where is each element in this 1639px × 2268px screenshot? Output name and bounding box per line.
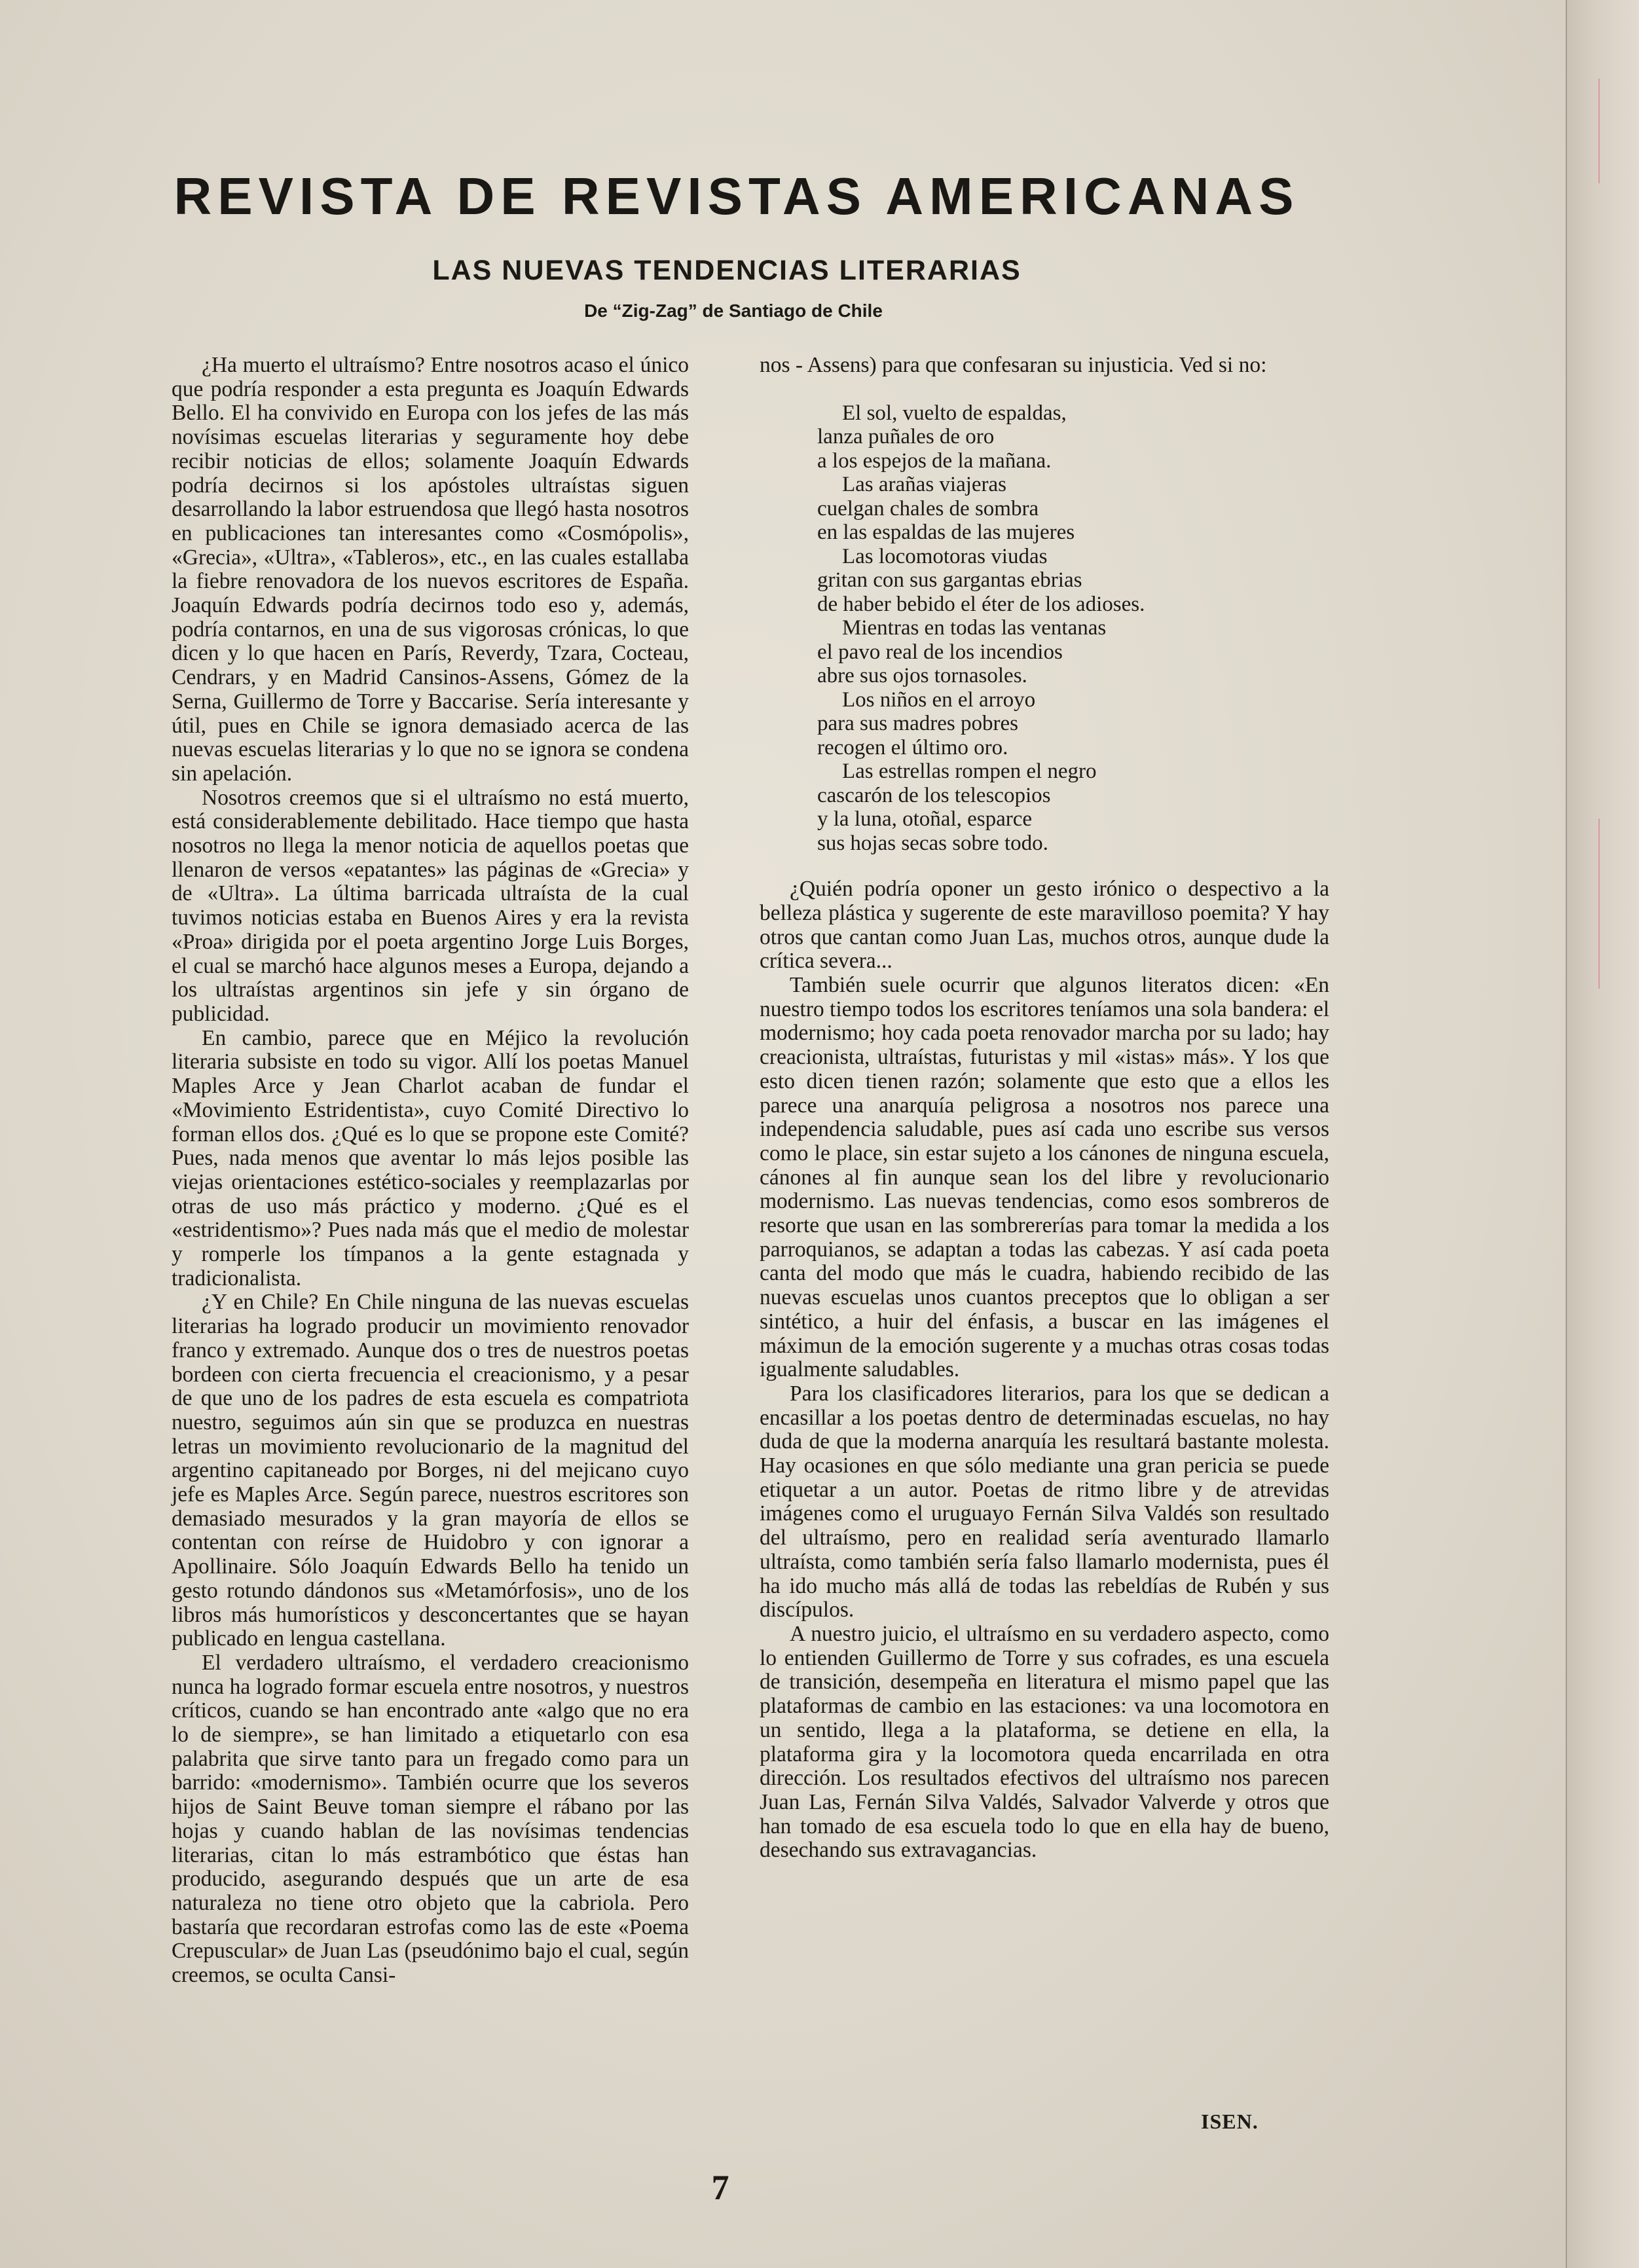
poem-line: lanza puñales de oro	[817, 425, 995, 449]
paragraph: A nuestro juicio, el ultraísmo en su verdadero aspecto, como lo entienden Guillermo de Torre y sus cofrades, es una escuela de transición, desempeña en literatura el mismo papel que las plataformas de cambio en las estaciones: va una locomotora en un sentido, llega a la plataforma, se detiene en ella, la plataforma gira y la locomotora queda encarrilada en otra dirección. Los resultados efectivos del ultraísmo nos parecen Juan Las, Fernán Silva Valdés, Salvador Valverde y otros que han tomado de esa escuela todo lo que en ella hay de bueno, desechando sus extravagancias.	[760, 1622, 1329, 1863]
poem-line: para sus madres pobres	[817, 712, 1018, 736]
page-number: 7	[711, 2168, 729, 2207]
poem-line: sus hojas secas sobre todo.	[817, 831, 1048, 855]
page-edge	[1566, 0, 1639, 2268]
paragraph: ¿Ha muerto el ultraísmo? Entre nosotros acaso el único que podría responder a esta pregunta es Joaquín Edwards Bello. El ha convivido en Europa con los jefes de las más novísimas escuelas literarias y seguramente hoy debe recibir noticias de ellos; solamente Joaquín Edwards podría decirnos si los apóstoles ultraístas siguen desarrollando la labor estruendosa que llegó hasta nosotros en publicaciones tan interesantes como «Cosmópolis», «Grecia», «Ultra», «Tableros», etc., en las cuales estallaba la fiebre renovadora de los nuevos escritores de España. Joaquín Edwards podría decirnos todo eso y, además, podría contarnos, en una de sus vigorosas crónicas, lo que dicen y lo que hacen en París, Reverdy, Tzara, Cocteau, Cendrars, y en Madrid Cansinos-Assens, Gómez de la Serna, Guillermo de Torre y Baccarise. Sería interesante y útil, pues en Chile se ignora demasiado acerca de las nuevas escuelas literarias y lo que no se ignora se condena sin apelación.	[172, 353, 689, 786]
poem-line: Las arañas viajeras	[842, 473, 1007, 497]
poem-line: El sol, vuelto de espaldas,	[842, 401, 1067, 425]
margin-mark	[1598, 818, 1600, 989]
paragraph: Nosotros creemos que si el ultraísmo no está muerto, está considerablemente debilitado. Hace tiempo que hasta nosotros no llega la menor noticia de aquellos poetas que llenaron de versos «epatantes» las páginas de «Grecia» y de «Ultra». La última barricada ultraísta de la cual tuvimos noticias estaba en Buenos Aires y era la revista «Proa» dirigida por el poeta argentino Jorge Luis Borges, el cual se marchó hace algunos meses a Europa, dejando a los ultraístas argentinos sin jefe y sin órgano de publicidad.	[172, 785, 689, 1026]
paragraph: En cambio, parece que en Méjico la revolución literaria subsiste en todo su vigor. Allí los poetas Manuel Maples Arce y Jean Charlot acaban de fundar el «Movimiento Estridentista», cuyo Comité Directivo lo forman ellos dos. ¿Qué es lo que se propone este Comité? Pues, nada menos que aventar lo más lejos posible las viejas orientaciones estético-sociales y reemplazarlas por otras de uso más práctico y moderno. ¿Qué es el «estridentismo»? Pues nada más que el medio de molestar y romperle los tímpanos a la gente estagnada y tradicionalista.	[172, 1025, 689, 1290]
paragraph: ¿Quién podría oponer un gesto irónico o despectivo a la belleza plástica y sugerente de este maravilloso poemita? Y hay otros que cantan como Juan Las, muchos otros, aunque dude la crítica severa...	[760, 877, 1329, 974]
article-title: LAS NUEVAS TENDENCIAS LITERARIAS	[432, 255, 1022, 286]
poem-line: en las espaldas de las mujeres	[817, 521, 1075, 545]
poem-line: cuelgan chales de sombra	[817, 496, 1039, 521]
poem-line: cascarón de los telescopios	[817, 783, 1051, 807]
right-column	[760, 354, 1329, 1863]
paragraph: El verdadero ultraísmo, el verdadero creacionismo nunca ha logrado formar escuela entre nosotros, y nuestros críticos, cuando se han encontrado ante «algo que no era lo de siempre», se han limitado a etiquetarlo con esa palabrita que sirve tanto para un fregado como para un barrido: «modernismo». También ocurre que los severos hijos de Saint Beuve toman siempre el rábano por las hojas y cuando hablan de las novísimas tendencias literarias, citan lo más estrambótico que éstas han producido, asegurando después que un arte de esa naturaleza no tiene otro objeto que la cabriola. Pero bastaría que recordaran estrofas como las de este «Poema Crepuscular» de Juan Las (pseudónimo bajo el cual, según creemos, se oculta Cansi-	[172, 1650, 689, 1988]
poem-line: recogen el último oro.	[817, 735, 1008, 759]
poem-line: Los niños en el arroyo	[842, 687, 1036, 712]
left-column	[172, 354, 689, 1988]
poem	[817, 401, 1329, 856]
paragraph: ¿Y en Chile? En Chile ninguna de las nuevas escuelas literarias ha logrado producir un movimiento renovador franco y extremado. Aunque dos o tres de nuestros poetas bordeen con cierta frecuencia el creacionismo, y a pesar de que uno de los padres de esta escuela es compatriota nuestro, seguimos aún sin que se produzca en nuestras letras un movimiento revolucionario de la magnitud del argentino capitaneado por Borges, ni del mejicano cuyo jefe es Maples Arce. Según parece, nuestros escritores son demasiado mesurados y la gran mayoría de ellos se contentan con reírse de Huidobro y con ignorar a Apollinaire. Sólo Joaquín Edwards Bello ha tenido un gesto rotundo dándonos sus «Metamórfosis», uno de los libros más humorísticos y desconcertantes que se hayan publicado en lengua castellana.	[172, 1290, 689, 1651]
paragraph: También suele ocurrir que algunos literatos dicen: «En nuestro tiempo todos los escritores teníamos una sola bandera: el modernismo; hoy cada poeta renovador marcha por su lado; hay creacionista, ultraístas, futuristas y mil «istas» más». Y los que esto dicen tienen razón; solamente que esto que a ellos les parece una anarquía peligrosa a nosotros nos parece una independencia saludable, pues así cada uno escribe sus versos como le place, sin estar sujeto a los cánones de ninguna escuela, cánones al fin aunque sean los del libre y revolucionario modernismo. Las nuevas tendencias, como esos sombreros de resorte que usan en las sombrererías para tomar la medida a los parroquianos, se adaptan a todas las cabezas. Y así cada poeta canta del modo que más le cuadra, habiendo recibido de las nuevas escuelas unos cuantos preceptos que lo obligan a ser sintético, a huir del énfasis, a buscar en las imágenes el máximun de la emoción sugerente y a muchas otras cosas todas igualmente saludables.	[760, 973, 1329, 1382]
margin-mark	[1598, 79, 1600, 183]
poem-line: Las locomotoras viudas	[842, 544, 1048, 568]
author-signature: ISEN.	[1201, 2110, 1259, 2133]
paragraph: Para los clasificadores literarios, para los que se dedican a encasillar a los poetas dentro de determinadas escuelas, no hay duda de que la moderna anarquía les resultará bastante molesta. Hay ocasiones en que sólo mediante una gran pericia se puede etiquetar a un autor. Poetas de ritmo libre y de atrevidas imágenes como el uruguayo Fernán Silva Valdés son resultado del ultraísmo, pero en realidad sería aventurado llamarlo ultraísta, como también sería falso llamarlo modernista, pues él ha ido mucho más allá de todas las rebeldías de Rubén y sus discípulos.	[760, 1381, 1329, 1622]
poem-line: el pavo real de los incendios	[817, 640, 1063, 664]
article-source: De “Zig-Zag” de Santiago de Chile	[584, 301, 883, 321]
poem-line: y la luna, otoñal, esparce	[817, 807, 1033, 832]
poem-line: abre sus ojos tornasoles.	[817, 664, 1027, 688]
poem-line: a los espejos de la mañana.	[817, 448, 1052, 473]
poem-line: Mientras en todas las ventanas	[842, 616, 1107, 640]
poem-line: gritan con sus gargantas ebrias	[817, 568, 1082, 593]
poem-line: Las estrellas rompen el negro	[842, 759, 1097, 784]
page-title: REVISTA DE REVISTAS AMERICANAS	[174, 167, 1300, 225]
paragraph: nos - Assens) para que confesaran su injusticia. Ved si no:	[760, 353, 1267, 377]
poem-line: de haber bebido el éter de los adioses.	[817, 592, 1145, 616]
